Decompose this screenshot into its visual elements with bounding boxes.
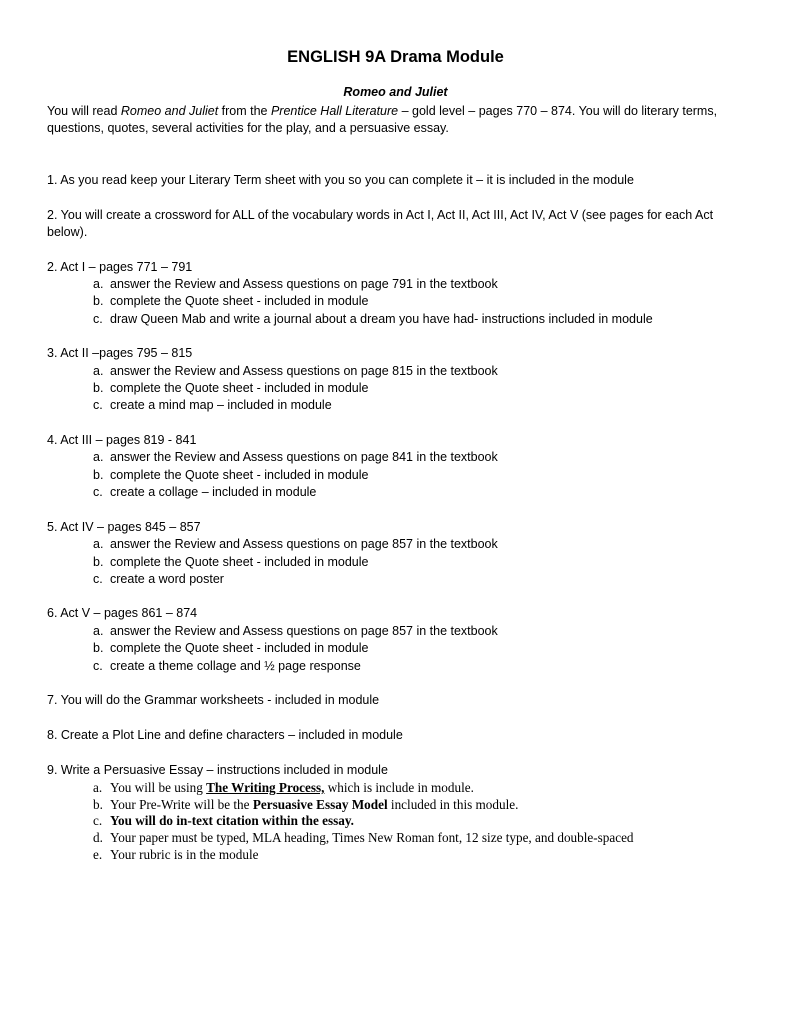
list-item: a. answer the Review and Assess questions on page 815 in the textbook: [93, 364, 498, 378]
list-item: a. answer the Review and Assess questions on page 791 in the textbook: [93, 277, 498, 291]
item-essay-heading: 9. Write a Persuasive Essay – instructions included in module: [47, 763, 388, 777]
item-act-3-heading: 4. Act III – pages 819 - 841: [47, 433, 197, 447]
list-item: b. Your Pre-Write will be the Persuasive Essay Model included in this module.: [93, 797, 519, 812]
list-item: c. You will do in-text citation within the essay.: [93, 813, 354, 828]
list-item: b. complete the Quote sheet - included in module: [93, 294, 369, 308]
item-act-5-heading: 6. Act V – pages 861 – 874: [47, 606, 198, 620]
item-grammar: 7. You will do the Grammar worksheets - included in module: [47, 693, 380, 707]
intro-paragraph: You will read Romeo and Juliet from the Prentice Hall Literature – gold level – pages 770 – 874. You will do literary terms, questions, quotes, several activities for the play, and a persuasive essay.: [47, 104, 718, 136]
list-item: c. create a word poster: [93, 572, 224, 586]
item-crossword: 2. You will create a crossword for ALL of the vocabulary words in Act I, Act II, Act III, Act IV, Act V (see pages for each Act below).: [47, 208, 714, 240]
item-act-4-heading: 5. Act IV – pages 845 – 857: [47, 520, 201, 534]
list-item: c. create a collage – included in module: [93, 485, 317, 499]
list-item: b. complete the Quote sheet - included in module: [93, 381, 369, 395]
list-item: a. answer the Review and Assess questions on page 857 in the textbook: [93, 537, 498, 551]
list-item: b. complete the Quote sheet - included in module: [93, 468, 369, 482]
list-item: d. Your paper must be typed, MLA heading, Times New Roman font, 12 size type, and double-spaced: [93, 830, 634, 845]
list-item: c. create a mind map – included in module: [93, 398, 332, 412]
list-item: e. Your rubric is in the module: [93, 847, 259, 862]
list-item: c. create a theme collage and ½ page response: [93, 659, 361, 673]
document-title: ENGLISH 9A Drama Module: [287, 48, 504, 66]
list-item: c. draw Queen Mab and write a journal about a dream you have had- instructions included in module: [93, 312, 653, 326]
list-item: a. answer the Review and Assess questions on page 857 in the textbook: [93, 624, 498, 638]
list-item: a. You will be using The Writing Process, which is include in module.: [93, 780, 474, 795]
item-act-2-heading: 3. Act II –pages 795 – 815: [47, 346, 193, 360]
item-act-1-heading: 2. Act I – pages 771 – 791: [47, 260, 193, 274]
list-item: b. complete the Quote sheet - included in module: [93, 641, 369, 655]
item-literary-terms: 1. As you read keep your Literary Term sheet with you so you can complete it – it is included in the module: [47, 173, 634, 187]
play-title: Romeo and Juliet: [120, 104, 219, 118]
document-subtitle: Romeo and Juliet: [343, 85, 448, 99]
book-title: Prentice Hall Literature: [270, 104, 399, 118]
list-item: a. answer the Review and Assess questions on page 841 in the textbook: [93, 450, 498, 464]
item-plot-line: 8. Create a Plot Line and define characters – included in module: [47, 728, 403, 742]
list-item: b. complete the Quote sheet - included in module: [93, 555, 369, 569]
